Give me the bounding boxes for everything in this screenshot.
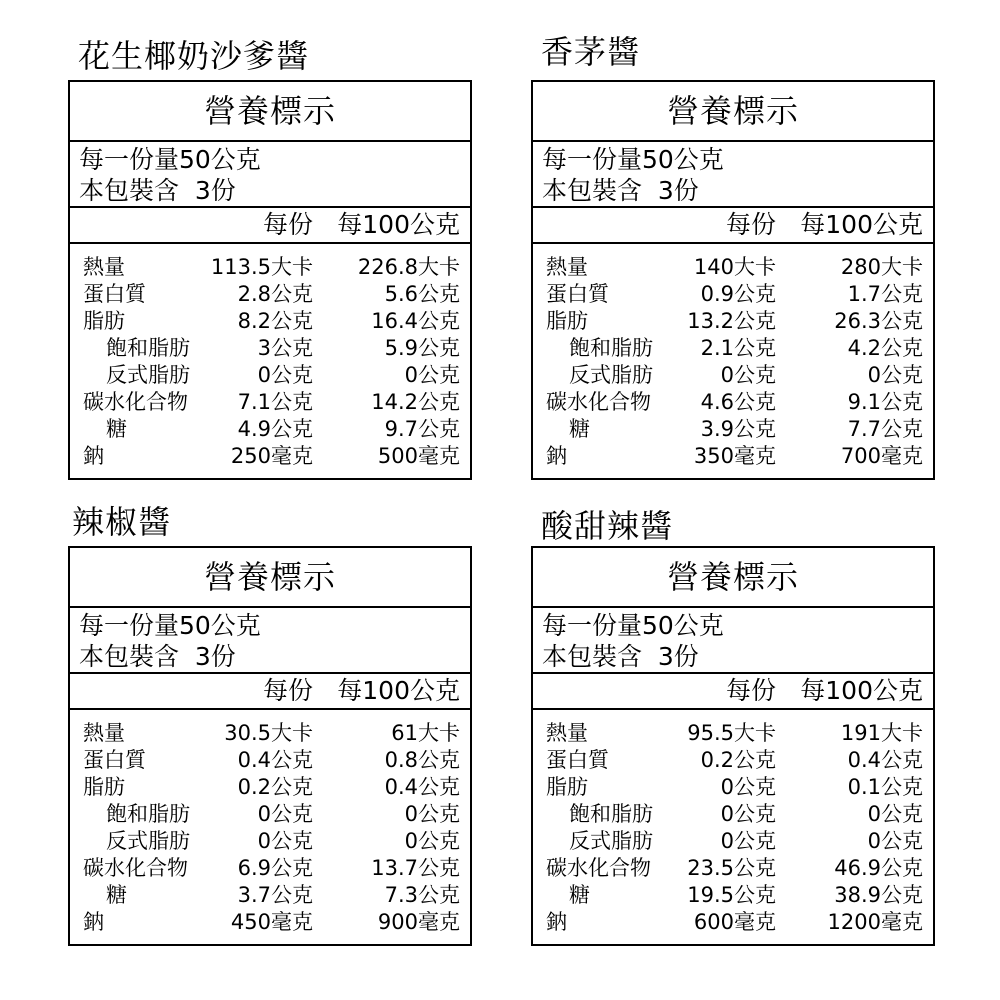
value-per-100g: 9.1公克 [847,390,923,414]
value-per-100g: 500毫克 [377,444,460,468]
value-per-serving: 0公克 [720,829,776,853]
nutrient-row [533,720,933,747]
value-per-serving: 0公克 [257,363,313,387]
nutrient-name: 鈉 [546,444,567,468]
nutrient-name: 糖 [106,417,127,441]
nutrient-row [70,774,470,801]
nutrient-name: 飽和脂肪 [106,802,190,826]
nutrition-label [531,80,935,480]
nutrient-name: 脂肪 [83,309,125,333]
product-title: 花生椰奶沙爹醬 [78,37,310,75]
product-block [531,33,935,484]
nutrient-name: 蛋白質 [546,748,609,772]
value-per-serving: 4.6公克 [700,390,776,414]
nutrient-name: 糖 [106,883,127,907]
product-block [68,36,472,484]
value-per-serving: 0.2公克 [700,748,776,772]
nutrient-name: 反式脂肪 [106,363,190,387]
nutrient-row [70,801,470,828]
product-block [531,502,935,950]
value-per-serving: 0公克 [257,829,313,853]
nutrient-name: 蛋白質 [546,282,609,306]
col-per-100g: 每100公克 [337,210,460,239]
value-per-100g: 0公克 [404,829,460,853]
value-per-serving: 7.1公克 [237,390,313,414]
nutrient-name: 反式脂肪 [569,363,653,387]
serving-info [533,608,933,674]
servings-per-package: 本包裝含 3份 [542,642,699,671]
nutrient-row [533,801,933,828]
nutrient-row [533,828,933,855]
col-per-100g: 每100公克 [337,676,460,705]
value-per-serving: 6.9公克 [237,856,313,880]
nutrient-name: 脂肪 [83,775,125,799]
nutrient-name: 鈉 [83,444,104,468]
nutrient-name: 糖 [569,883,590,907]
value-per-100g: 7.3公克 [384,883,460,907]
value-per-100g: 0公克 [404,363,460,387]
value-per-100g: 226.8大卡 [357,255,460,279]
product-block [68,502,472,950]
nutrient-row [70,281,470,308]
col-per-100g: 每100公克 [800,676,923,705]
product-title: 酸甜辣醬 [541,507,674,545]
label-header: 營養標示 [533,548,933,608]
value-per-100g: 0公克 [867,829,923,853]
nutrient-name: 反式脂肪 [569,829,653,853]
nutrient-name: 糖 [569,417,590,441]
serving-size: 每一份量50公克 [79,611,261,640]
value-per-100g: 0.4公克 [384,775,460,799]
nutrient-row [533,254,933,281]
value-per-100g: 9.7公克 [384,417,460,441]
nutrient-row [533,362,933,389]
value-per-100g: 16.4公克 [371,309,460,333]
value-per-100g: 191大卡 [840,721,923,745]
nutrient-name: 熱量 [546,721,588,745]
value-per-100g: 0公克 [867,802,923,826]
servings-per-package: 本包裝含 3份 [79,176,236,205]
column-headers [70,208,470,244]
value-per-serving: 19.5公克 [687,883,776,907]
value-per-serving: 3公克 [257,336,313,360]
nutrition-label [68,80,472,480]
value-per-serving: 600毫克 [693,910,776,934]
value-per-serving: 0.2公克 [237,775,313,799]
serving-size: 每一份量50公克 [79,145,261,174]
value-per-100g: 1.7公克 [847,282,923,306]
nutrient-name: 熱量 [546,255,588,279]
nutrient-name: 鈉 [546,910,567,934]
nutrient-row [533,747,933,774]
value-per-100g: 0公克 [404,802,460,826]
value-per-serving: 95.5大卡 [687,721,776,745]
value-per-100g: 700毫克 [840,444,923,468]
nutrient-name: 熱量 [83,255,125,279]
nutrient-row [70,855,470,882]
column-headers [533,208,933,244]
nutrient-name: 鈉 [83,910,104,934]
nutrient-name: 反式脂肪 [106,829,190,853]
servings-per-package: 本包裝含 3份 [79,642,236,671]
value-per-serving: 3.7公克 [237,883,313,907]
nutrient-row [533,855,933,882]
value-per-100g: 38.9公克 [834,883,923,907]
nutrient-row [70,882,470,909]
nutrient-row [70,828,470,855]
serving-size: 每一份量50公克 [542,145,724,174]
nutrient-name: 碳水化合物 [83,856,188,880]
nutrient-name: 碳水化合物 [546,390,651,414]
nutrient-row [70,362,470,389]
nutrient-row [70,389,470,416]
value-per-serving: 350毫克 [693,444,776,468]
value-per-100g: 900毫克 [377,910,460,934]
col-per-serving: 每份 [725,210,776,239]
col-per-serving: 每份 [262,210,313,239]
nutrient-row [533,774,933,801]
serving-info [70,142,470,208]
col-per-100g: 每100公克 [800,210,923,239]
nutrient-row [70,909,470,936]
value-per-serving: 0.9公克 [700,282,776,306]
nutrient-name: 蛋白質 [83,748,146,772]
value-per-100g: 5.9公克 [384,336,460,360]
nutrient-name: 脂肪 [546,309,588,333]
nutrient-table [533,710,933,944]
nutrient-row [533,416,933,443]
label-header: 營養標示 [70,82,470,142]
value-per-100g: 26.3公克 [834,309,923,333]
value-per-serving: 0公克 [720,775,776,799]
nutrient-row [533,443,933,470]
value-per-100g: 1200毫克 [827,910,923,934]
value-per-serving: 13.2公克 [687,309,776,333]
value-per-serving: 250毫克 [230,444,313,468]
value-per-100g: 0.4公克 [847,748,923,772]
value-per-serving: 450毫克 [230,910,313,934]
nutrient-row [533,335,933,362]
nutrient-name: 碳水化合物 [83,390,188,414]
nutrient-row [70,308,470,335]
nutrient-row [70,443,470,470]
nutrition-label [68,546,472,946]
nutrient-name: 飽和脂肪 [569,802,653,826]
column-headers [70,674,470,710]
product-title: 辣椒醬 [72,503,172,541]
value-per-100g: 0.1公克 [847,775,923,799]
value-per-100g: 7.7公克 [847,417,923,441]
value-per-serving: 140大卡 [693,255,776,279]
value-per-100g: 61大卡 [391,721,460,745]
product-title: 香茅醬 [541,33,641,71]
value-per-100g: 13.7公克 [371,856,460,880]
nutrient-table [533,244,933,478]
value-per-serving: 0公克 [257,802,313,826]
label-header: 營養標示 [533,82,933,142]
column-headers [533,674,933,710]
value-per-100g: 14.2公克 [371,390,460,414]
nutrient-row [70,416,470,443]
value-per-serving: 0公克 [720,802,776,826]
nutrient-row [70,720,470,747]
value-per-serving: 8.2公克 [237,309,313,333]
value-per-serving: 2.1公克 [700,336,776,360]
nutrient-row [533,389,933,416]
value-per-serving: 4.9公克 [237,417,313,441]
serving-info [533,142,933,208]
value-per-100g: 0公克 [867,363,923,387]
value-per-serving: 113.5大卡 [210,255,313,279]
nutrient-name: 飽和脂肪 [106,336,190,360]
value-per-serving: 0.4公克 [237,748,313,772]
value-per-serving: 0公克 [720,363,776,387]
nutrient-row [70,747,470,774]
nutrient-row [533,882,933,909]
nutrient-row [70,335,470,362]
value-per-serving: 2.8公克 [237,282,313,306]
nutrient-name: 碳水化合物 [546,856,651,880]
value-per-100g: 4.2公克 [847,336,923,360]
nutrient-name: 熱量 [83,721,125,745]
value-per-100g: 0.8公克 [384,748,460,772]
nutrient-row [533,308,933,335]
serving-size: 每一份量50公克 [542,611,724,640]
value-per-100g: 280大卡 [840,255,923,279]
value-per-serving: 30.5大卡 [224,721,313,745]
nutrient-name: 蛋白質 [83,282,146,306]
nutrient-name: 脂肪 [546,775,588,799]
value-per-100g: 5.6公克 [384,282,460,306]
nutrient-name: 飽和脂肪 [569,336,653,360]
value-per-100g: 46.9公克 [834,856,923,880]
nutrient-table [70,710,470,944]
value-per-serving: 23.5公克 [687,856,776,880]
label-header: 營養標示 [70,548,470,608]
servings-per-package: 本包裝含 3份 [542,176,699,205]
nutrient-row [70,254,470,281]
serving-info [70,608,470,674]
nutrient-row [533,909,933,936]
value-per-serving: 3.9公克 [700,417,776,441]
nutrient-table [70,244,470,478]
nutrient-row [533,281,933,308]
nutrition-label [531,546,935,946]
col-per-serving: 每份 [262,676,313,705]
col-per-serving: 每份 [725,676,776,705]
